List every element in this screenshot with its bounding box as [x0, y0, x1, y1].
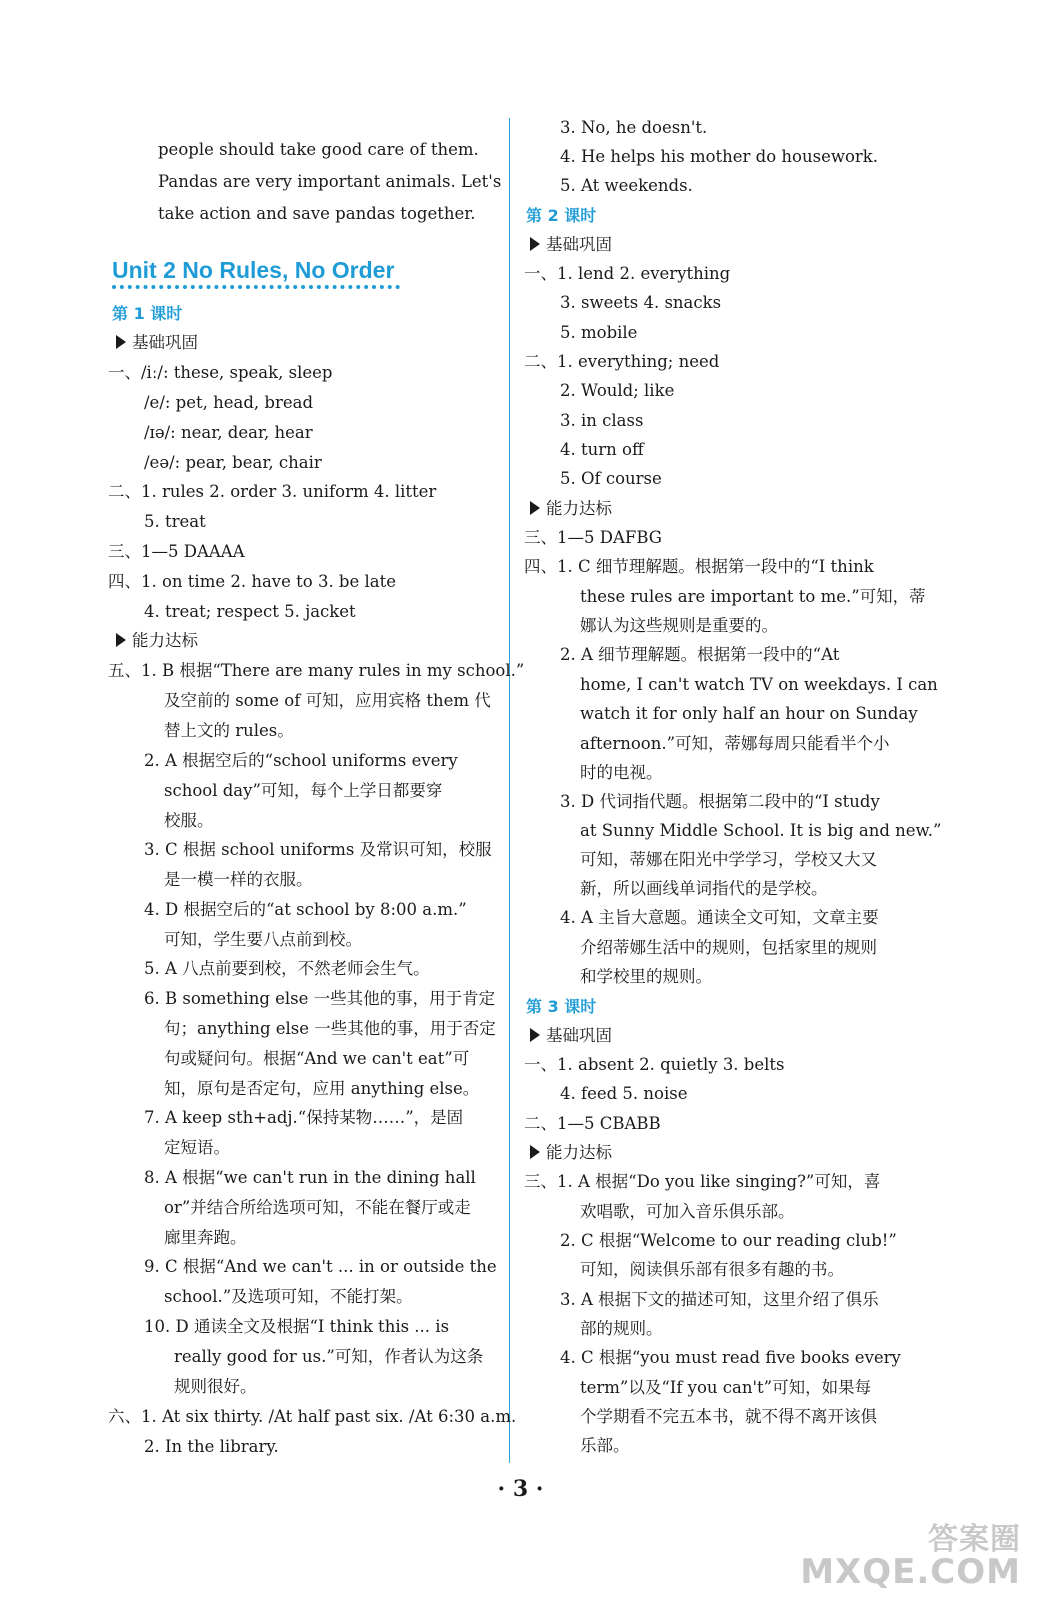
section-basic: 基础巩固: [530, 234, 612, 256]
watermark-line2: MXQE.COM: [800, 1552, 1021, 1592]
answer-line: 5. A 八点前要到校，不然老师会生气。: [144, 959, 430, 978]
answer-line: 四、1. on time 2. have to 3. be late: [108, 572, 397, 591]
watermark-logo: [800, 1514, 1021, 1592]
answer-line: 5. treat: [144, 512, 206, 531]
answer-line: watch it for only half an hour on Sunday: [580, 704, 918, 723]
answer-line: 校服。: [164, 811, 214, 830]
answer-line: 新，所以画线单词指代的是学校。: [580, 879, 828, 898]
watermark-line1: 答案圈: [928, 1522, 1021, 1557]
answer-line: 欢唱歌，可加入音乐俱乐部。: [580, 1202, 795, 1221]
unit-title: Unit 2 No Rules, No Order: [112, 257, 395, 283]
triangle-icon: [530, 1145, 540, 1159]
answer-line: 3. A 根据下文的描述可知，这里介绍了俱乐: [560, 1290, 879, 1309]
answer-line: afternoon.”可知，蒂娜每周只能看半个小: [580, 734, 890, 753]
answer-line: or”并结合所给选项可知，不能在餐厅或走: [164, 1198, 471, 1217]
answer-line: /e/: pet, head, bread: [144, 393, 314, 412]
answer-line: 一、/iː/: these, speak, sleep: [108, 363, 333, 382]
answer-line: 一、1. lend 2. everything: [524, 264, 731, 283]
section-ability: 能力达标: [530, 498, 612, 520]
answer-line: 4. turn off: [560, 440, 644, 459]
answer-line: 句；anything else 一些其他的事，用于否定: [164, 1019, 496, 1038]
answer-line: 4. feed 5. noise: [560, 1084, 688, 1103]
answer-line: 是一模一样的衣服。: [164, 870, 313, 889]
answer-line: 8. A 根据“we can't run in the dining hall: [144, 1168, 476, 1187]
lesson-heading: 第 3 课时: [526, 997, 597, 1016]
answer-line: 可知，学生要八点前到校。: [164, 930, 362, 949]
intro-line: take action and save pandas together.: [158, 204, 476, 223]
answer-line: 及空前的 some of 可知，应用宾格 them 代: [164, 691, 491, 710]
answer-line: 5. At weekends.: [560, 176, 693, 195]
answer-line: 二、1. everything; need: [524, 352, 720, 371]
answer-line: 个学期看不完五本书，就不得不离开该俱: [580, 1407, 877, 1426]
answer-line: 五、1. B 根据“There are many rules in my school.”: [108, 661, 525, 680]
answer-line: really good for us.”可知，作者认为这条: [174, 1347, 484, 1366]
answer-line: 二、1. rules 2. order 3. uniform 4. litter: [108, 482, 437, 501]
page-number: · 3 ·: [497, 1476, 544, 1502]
triangle-icon: [530, 237, 540, 251]
answer-line: 3. sweets 4. snacks: [560, 293, 722, 312]
intro-line: Pandas are very important animals. Let's: [158, 172, 502, 191]
answer-line: 10. D 通读全文及根据“I think this ... is: [144, 1317, 450, 1336]
answer-line: 2. A 细节理解题。根据第一段中的“At: [560, 645, 840, 664]
section-basic: 基础巩固: [116, 332, 198, 354]
answer-line: 5. Of course: [560, 469, 662, 488]
triangle-icon: [116, 335, 126, 349]
answer-line: 4. A 主旨大意题。通读全文可知，文章主要: [560, 908, 879, 927]
answer-line: 6. B something else 一些其他的事，用于肯定: [144, 989, 496, 1008]
answer-line: 规则很好。: [174, 1377, 257, 1396]
answer-line: 和学校里的规则。: [580, 967, 712, 986]
answer-line: 时的电视。: [580, 763, 663, 782]
answer-line: 三、1—5 DAAAA: [108, 542, 245, 561]
answer-line: 三、1. A 根据“Do you like singing?”可知，喜: [524, 1172, 881, 1191]
answer-line: 5. mobile: [560, 323, 638, 342]
answer-line: 介绍蒂娜生活中的规则，包括家里的规则: [580, 938, 877, 957]
answer-line: 乐部。: [580, 1436, 630, 1455]
answer-line: /ɪə/: near, dear, hear: [144, 423, 313, 442]
answer-line: 2. Would; like: [560, 381, 675, 400]
answer-line: 知，原句是否定句，应用 anything else。: [164, 1079, 480, 1098]
answer-line: 4. C 根据“you must read five books every: [560, 1348, 901, 1367]
triangle-icon: [530, 501, 540, 515]
answer-line: at Sunny Middle School. It is big and new.”: [580, 821, 942, 840]
answer-line: 9. C 根据“And we can't ... in or outside the: [144, 1257, 497, 1276]
answer-line: 7. A keep sth+adj.“保持某物……”，是固: [144, 1108, 464, 1127]
answer-line: 2. In the library.: [144, 1437, 279, 1456]
answer-line: 4. treat; respect 5. jacket: [144, 602, 356, 621]
answer-line: 四、1. C 细节理解题。根据第一段中的“I think: [524, 557, 874, 576]
answer-line: 三、1—5 DAFBG: [524, 528, 662, 547]
answer-line: school.”及选项可知，不能打架。: [164, 1287, 413, 1306]
answer-line: these rules are important to me.”可知，蒂: [580, 587, 926, 606]
answer-line: 娜认为这些规则是重要的。: [580, 616, 778, 635]
answer-line: 3. No, he doesn't.: [560, 118, 708, 137]
answer-line: school day”可知，每个上学日都要穿: [164, 781, 443, 800]
answer-line: 部的规则。: [580, 1319, 663, 1338]
answer-line: 3. C 根据 school uniforms 及常识可知，校服: [144, 840, 492, 859]
answer-line: 3. D 代词指代题。根据第二段中的“I study: [560, 792, 880, 811]
answer-line: 一、1. absent 2. quietly 3. belts: [524, 1055, 785, 1074]
answer-line: 替上文的 rules。: [164, 721, 294, 740]
answer-line: /eə/: pear, bear, chair: [144, 453, 322, 472]
intro-line: people should take good care of them.: [158, 140, 479, 159]
answer-line: 可知，阅读俱乐部有很多有趣的书。: [580, 1260, 844, 1279]
column-divider: [509, 118, 510, 1463]
answer-line: home, I can't watch TV on weekdays. I can: [580, 675, 938, 694]
answer-line: 2. C 根据“Welcome to our reading club!”: [560, 1231, 897, 1250]
answer-line: term”以及“If you can't”可知，如果每: [580, 1378, 872, 1397]
triangle-icon: [530, 1028, 540, 1042]
answer-line: 可知，蒂娜在阳光中学学习，学校又大又: [580, 850, 877, 869]
answer-line: 二、1—5 CBABB: [524, 1114, 661, 1133]
triangle-icon: [116, 633, 126, 647]
unit-title-underline: [112, 285, 400, 293]
answer-line: 句或疑问句。根据“And we can't eat”可: [164, 1049, 470, 1068]
answer-line: 2. A 根据空后的“school uniforms every: [144, 751, 458, 770]
lesson-heading: 第 2 课时: [526, 206, 597, 225]
answer-line: 廊里奔跑。: [164, 1228, 247, 1247]
section-ability: 能力达标: [116, 630, 198, 652]
section-basic: 基础巩固: [530, 1025, 612, 1047]
answer-line: 六、1. At six thirty. /At half past six. /At 6:30 a.m.: [108, 1407, 517, 1426]
answer-line: 定短语。: [164, 1138, 230, 1157]
answer-line: 4. D 根据空后的“at school by 8:00 a.m.”: [144, 900, 467, 919]
section-ability: 能力达标: [530, 1142, 612, 1164]
lesson-heading: 第 1 课时: [112, 304, 183, 323]
answer-line: 3. in class: [560, 411, 644, 430]
answer-line: 4. He helps his mother do housework.: [560, 147, 879, 166]
